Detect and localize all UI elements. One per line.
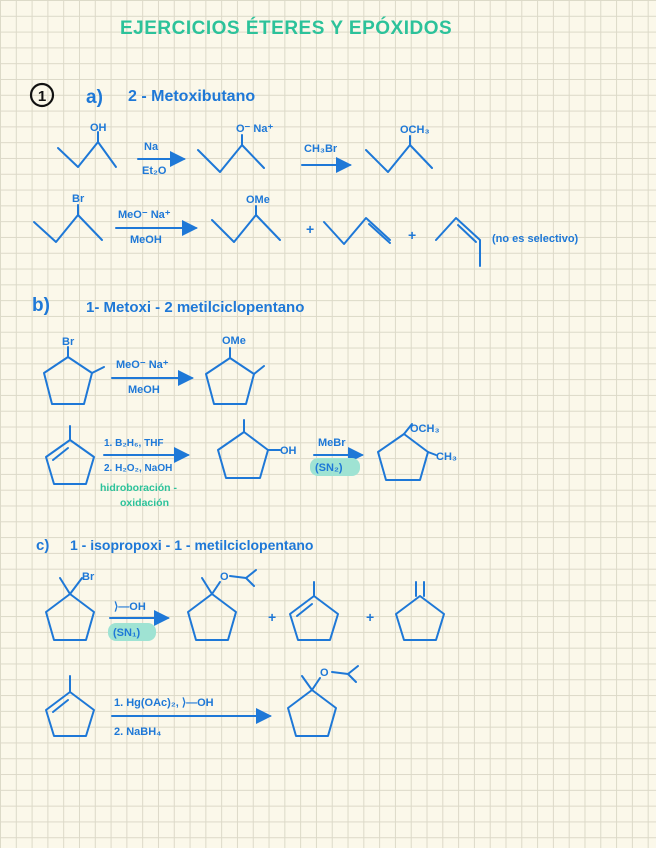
substituent-o: O (320, 667, 329, 679)
substituent-och3: OCH₃ (400, 124, 430, 136)
molecule-2-bromobutane (34, 205, 102, 242)
substituent-oh: OH (280, 445, 297, 457)
reaction-name-hydroboration: hidroboración - (100, 482, 177, 494)
reagent-isopropanol: ⟩—OH (114, 601, 146, 613)
part-b-name: 1- Metoxi - 2 metilciclopentano (86, 299, 305, 316)
page-title: EJERCICIOS ÉTERES Y EPÓXIDOS (120, 18, 453, 39)
molecule-cis-2-butene (436, 218, 480, 266)
molecule-1-methylcyclopentene-d (46, 676, 94, 736)
part-a-label: a) (86, 87, 103, 108)
reagent-ch3br: CH₃Br (304, 143, 338, 155)
part-b-label: b) (32, 295, 50, 316)
molecule-methylcyclopentanol (218, 420, 280, 478)
mechanism-sn1: (SN₁) (113, 627, 141, 639)
molecule-2-methoxybutane (366, 136, 432, 172)
reaction-name-oxidation: oxidación (120, 497, 170, 509)
solvent-meoh: MeOH (128, 384, 160, 396)
substituent-o-na: O⁻ Na⁺ (236, 123, 274, 135)
reagent-meo-na: MeO⁻ Na⁺ (116, 359, 169, 371)
molecule-1-methylcyclopentene (46, 426, 94, 484)
selectivity-note: (no es selectivo) (492, 233, 579, 245)
molecule-1-methylcyclopentene-c (290, 582, 338, 640)
substituent-och3: OCH₃ (410, 423, 440, 435)
section-number-badge (31, 84, 53, 106)
substituent-ome: OMe (222, 335, 246, 347)
mechanism-sn2: (SN₂) (315, 462, 343, 474)
plus-sign: + (306, 221, 315, 237)
solvent-meoh: MeOH (130, 234, 162, 246)
molecule-2-methoxybutane-b (212, 206, 280, 242)
substituent-ome: OMe (246, 194, 270, 206)
part-c-label: c) (36, 537, 50, 554)
reagent-na: Na (144, 141, 159, 153)
substituent-oh: OH (90, 122, 107, 134)
part-a-name: 2 - Metoxibutano (128, 88, 256, 105)
molecule-bromo-methylcyclopentane (44, 347, 104, 404)
reagent-meo-na: MeO⁻ Na⁺ (118, 209, 171, 221)
molecule-methoxy-methylcyclopentane (206, 348, 264, 404)
substituent-br: Br (72, 193, 85, 205)
substituent-o: O (220, 571, 229, 583)
reagent-hg-oac: 1. Hg(OAc)₂, ⟩—OH (114, 697, 214, 709)
part-c-name: 1 - isopropoxi - 1 - metilciclopentano (70, 537, 314, 553)
molecule-1-butene (324, 218, 390, 244)
molecule-alkoxide (198, 135, 264, 172)
reagent-nabh4: 2. NaBH₄ (114, 726, 162, 738)
reagent-mebr: MeBr (318, 437, 346, 449)
plus-sign: + (408, 227, 417, 243)
reagent-b2h6-thf: 1. B₂H₆, THF (104, 438, 164, 449)
molecule-bromo-1-methylcyclopentane (46, 578, 94, 640)
plus-sign: + (268, 609, 277, 625)
solvent-et2o: Et₂O (142, 165, 167, 177)
substituent-ch3: CH₃ (436, 451, 457, 463)
plus-sign: + (366, 609, 375, 625)
molecule-methylenecyclopentane (396, 582, 444, 640)
substituent-br: Br (62, 336, 75, 348)
substituent-br: Br (82, 571, 95, 583)
molecule-2-butanol (58, 132, 116, 167)
section-number: 1 (37, 88, 47, 105)
reagent-h2o2-naoh: 2. H₂O₂, NaOH (104, 463, 173, 474)
